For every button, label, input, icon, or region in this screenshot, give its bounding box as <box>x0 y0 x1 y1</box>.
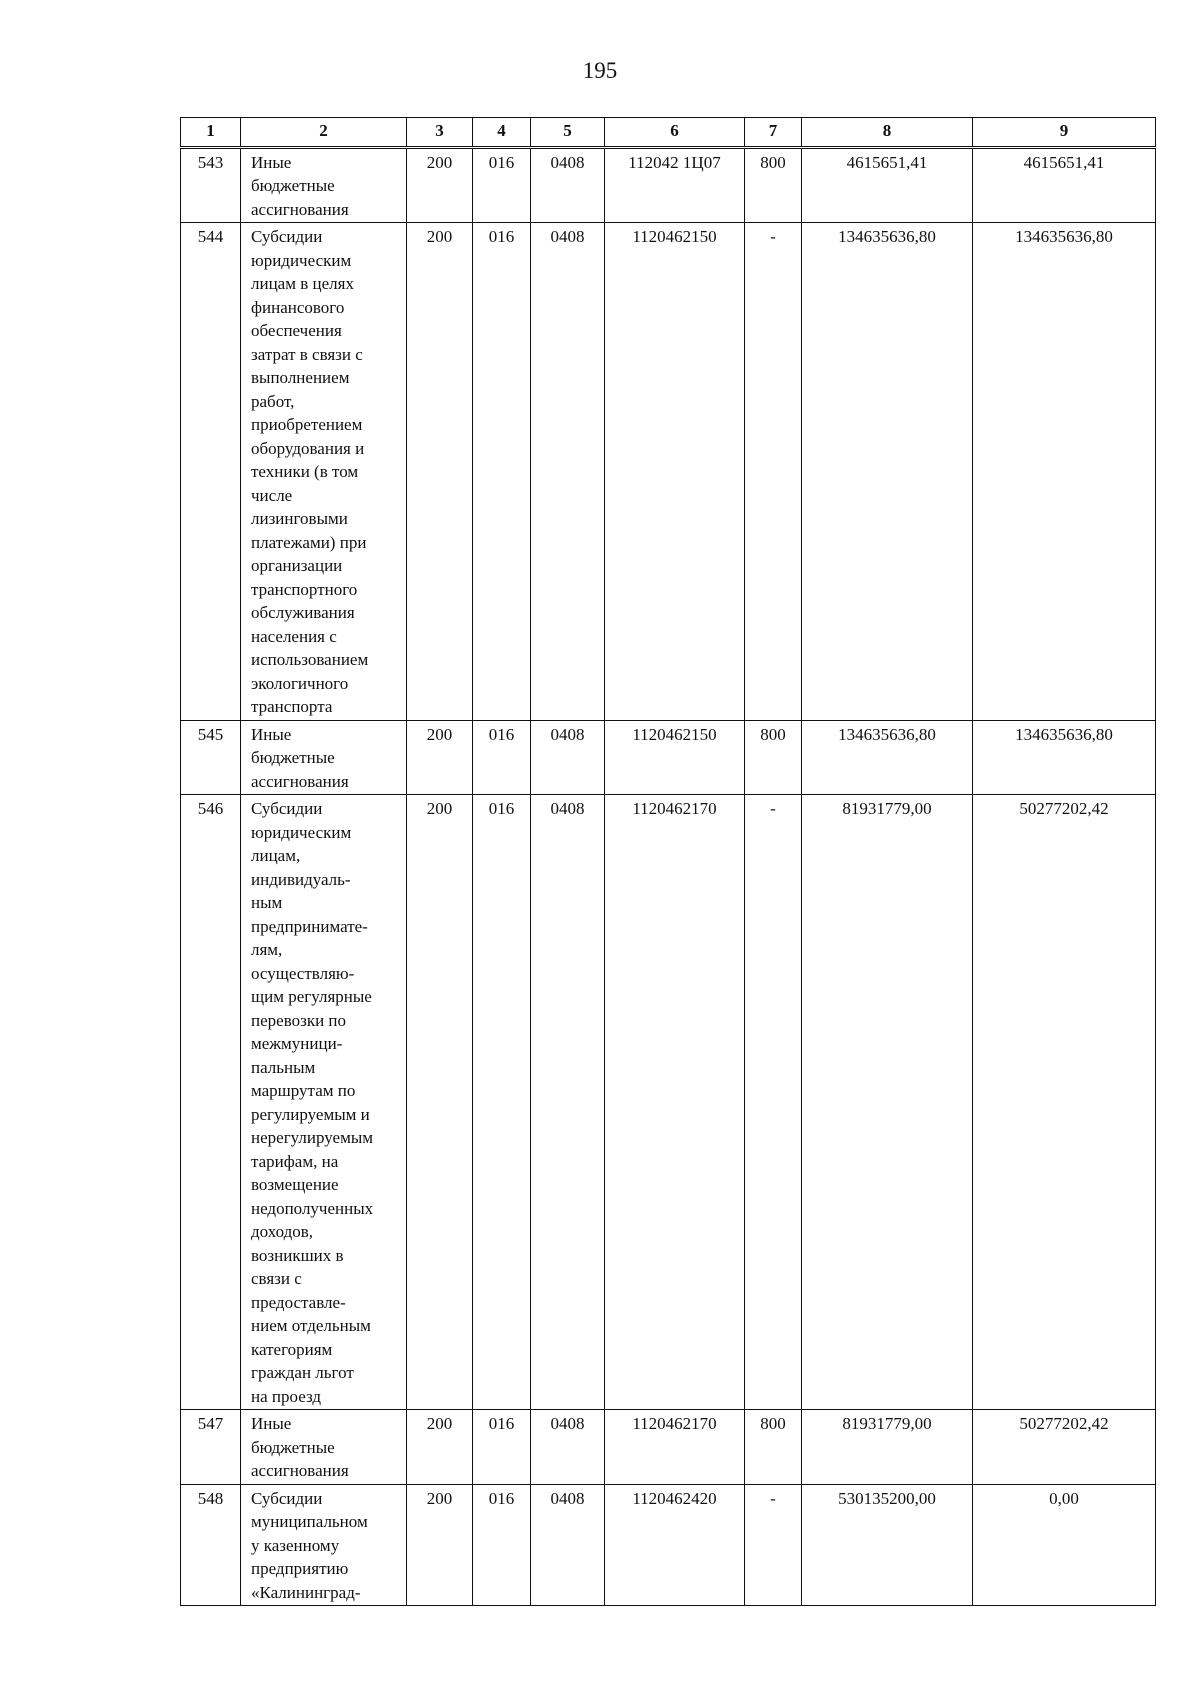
cell-col6: 1120462170 <box>605 1410 745 1485</box>
cell-col8: 4615651,41 <box>802 147 973 223</box>
header-cell-8: 8 <box>802 118 973 148</box>
cell-col6: 1120462150 <box>605 720 745 795</box>
cell-col6: 1120462170 <box>605 795 745 1410</box>
header-cell-6: 6 <box>605 118 745 148</box>
table-row <box>181 1484 1156 1606</box>
page-number: 195 <box>582 58 618 83</box>
table-row <box>181 147 1156 223</box>
cell-col4: 016 <box>473 1410 531 1485</box>
table-row <box>181 223 1156 721</box>
row-name: Иные бюджетные ассигнования <box>241 147 407 223</box>
cell-col7: 800 <box>745 147 802 223</box>
table-row <box>181 795 1156 1410</box>
cell-col8: 530135200,00 <box>802 1484 973 1606</box>
cell-col4: 016 <box>473 223 531 721</box>
row-number: 545 <box>181 720 241 795</box>
cell-col7: - <box>745 223 802 721</box>
header-cell-5: 5 <box>531 118 605 148</box>
header-cell-1: 1 <box>181 118 241 148</box>
cell-col8: 81931779,00 <box>802 1410 973 1485</box>
row-number: 548 <box>181 1484 241 1606</box>
cell-col6: 1120462150 <box>605 223 745 721</box>
header-cell-9: 9 <box>973 118 1156 148</box>
row-number: 547 <box>181 1410 241 1485</box>
cell-col4: 016 <box>473 147 531 223</box>
row-name: Субсидии муниципальном у казенному предприятию «Калининград- <box>241 1484 407 1606</box>
cell-col3: 200 <box>407 1484 473 1606</box>
cell-col5: 0408 <box>531 223 605 721</box>
row-number: 544 <box>181 223 241 721</box>
cell-col3: 200 <box>407 720 473 795</box>
cell-col7: - <box>745 795 802 1410</box>
cell-col9: 134635636,80 <box>973 223 1156 721</box>
cell-col9: 0,00 <box>973 1484 1156 1606</box>
row-name: Иные бюджетные ассигнования <box>241 1410 407 1485</box>
cell-col4: 016 <box>473 1484 531 1606</box>
header-cell-2: 2 <box>241 118 407 148</box>
cell-col3: 200 <box>407 795 473 1410</box>
header-cell-7: 7 <box>745 118 802 148</box>
cell-col8: 81931779,00 <box>802 795 973 1410</box>
cell-col9: 50277202,42 <box>973 795 1156 1410</box>
cell-col5: 0408 <box>531 795 605 1410</box>
cell-col5: 0408 <box>531 1484 605 1606</box>
cell-col6: 112042 1Ц07 <box>605 147 745 223</box>
header-row <box>181 118 1156 148</box>
cell-col7: - <box>745 1484 802 1606</box>
cell-col8: 134635636,80 <box>802 223 973 721</box>
row-name: Субсидии юридическим лицам в целях финансового обеспечения затрат в связи с выполнением работ, приобретением оборудования и техники (в том числе лизинговыми платежами) при организации транспортного обслуживания населения с использованием экологичного транспорта <box>241 223 407 721</box>
cell-col7: 800 <box>745 1410 802 1485</box>
row-name: Иные бюджетные ассигнования <box>241 720 407 795</box>
cell-col7: 800 <box>745 720 802 795</box>
row-name: Субсидии юридическим лицам, индивидуаль- ным предпринимате- лям, осуществляю- щим регулярные перевозки по межмуници- пальным маршрутам по регулируемым и нерегулируемым тарифам, на возмещение недополученных доходов, возникших в связи с предоставле- нием отдельным категориям граждан льгот на проезд <box>241 795 407 1410</box>
cell-col3: 200 <box>407 1410 473 1485</box>
cell-col6: 1120462420 <box>605 1484 745 1606</box>
cell-col3: 200 <box>407 223 473 721</box>
cell-col9: 134635636,80 <box>973 720 1156 795</box>
budget-table <box>180 117 1156 1606</box>
cell-col8: 134635636,80 <box>802 720 973 795</box>
cell-col3: 200 <box>407 147 473 223</box>
cell-col4: 016 <box>473 720 531 795</box>
table-row <box>181 720 1156 795</box>
header-cell-4: 4 <box>473 118 531 148</box>
cell-col5: 0408 <box>531 1410 605 1485</box>
table-row <box>181 1410 1156 1485</box>
cell-col9: 50277202,42 <box>973 1410 1156 1485</box>
cell-col5: 0408 <box>531 147 605 223</box>
cell-col9: 4615651,41 <box>973 147 1156 223</box>
cell-col4: 016 <box>473 795 531 1410</box>
row-number: 546 <box>181 795 241 1410</box>
header-cell-3: 3 <box>407 118 473 148</box>
cell-col5: 0408 <box>531 720 605 795</box>
row-number: 543 <box>181 147 241 223</box>
